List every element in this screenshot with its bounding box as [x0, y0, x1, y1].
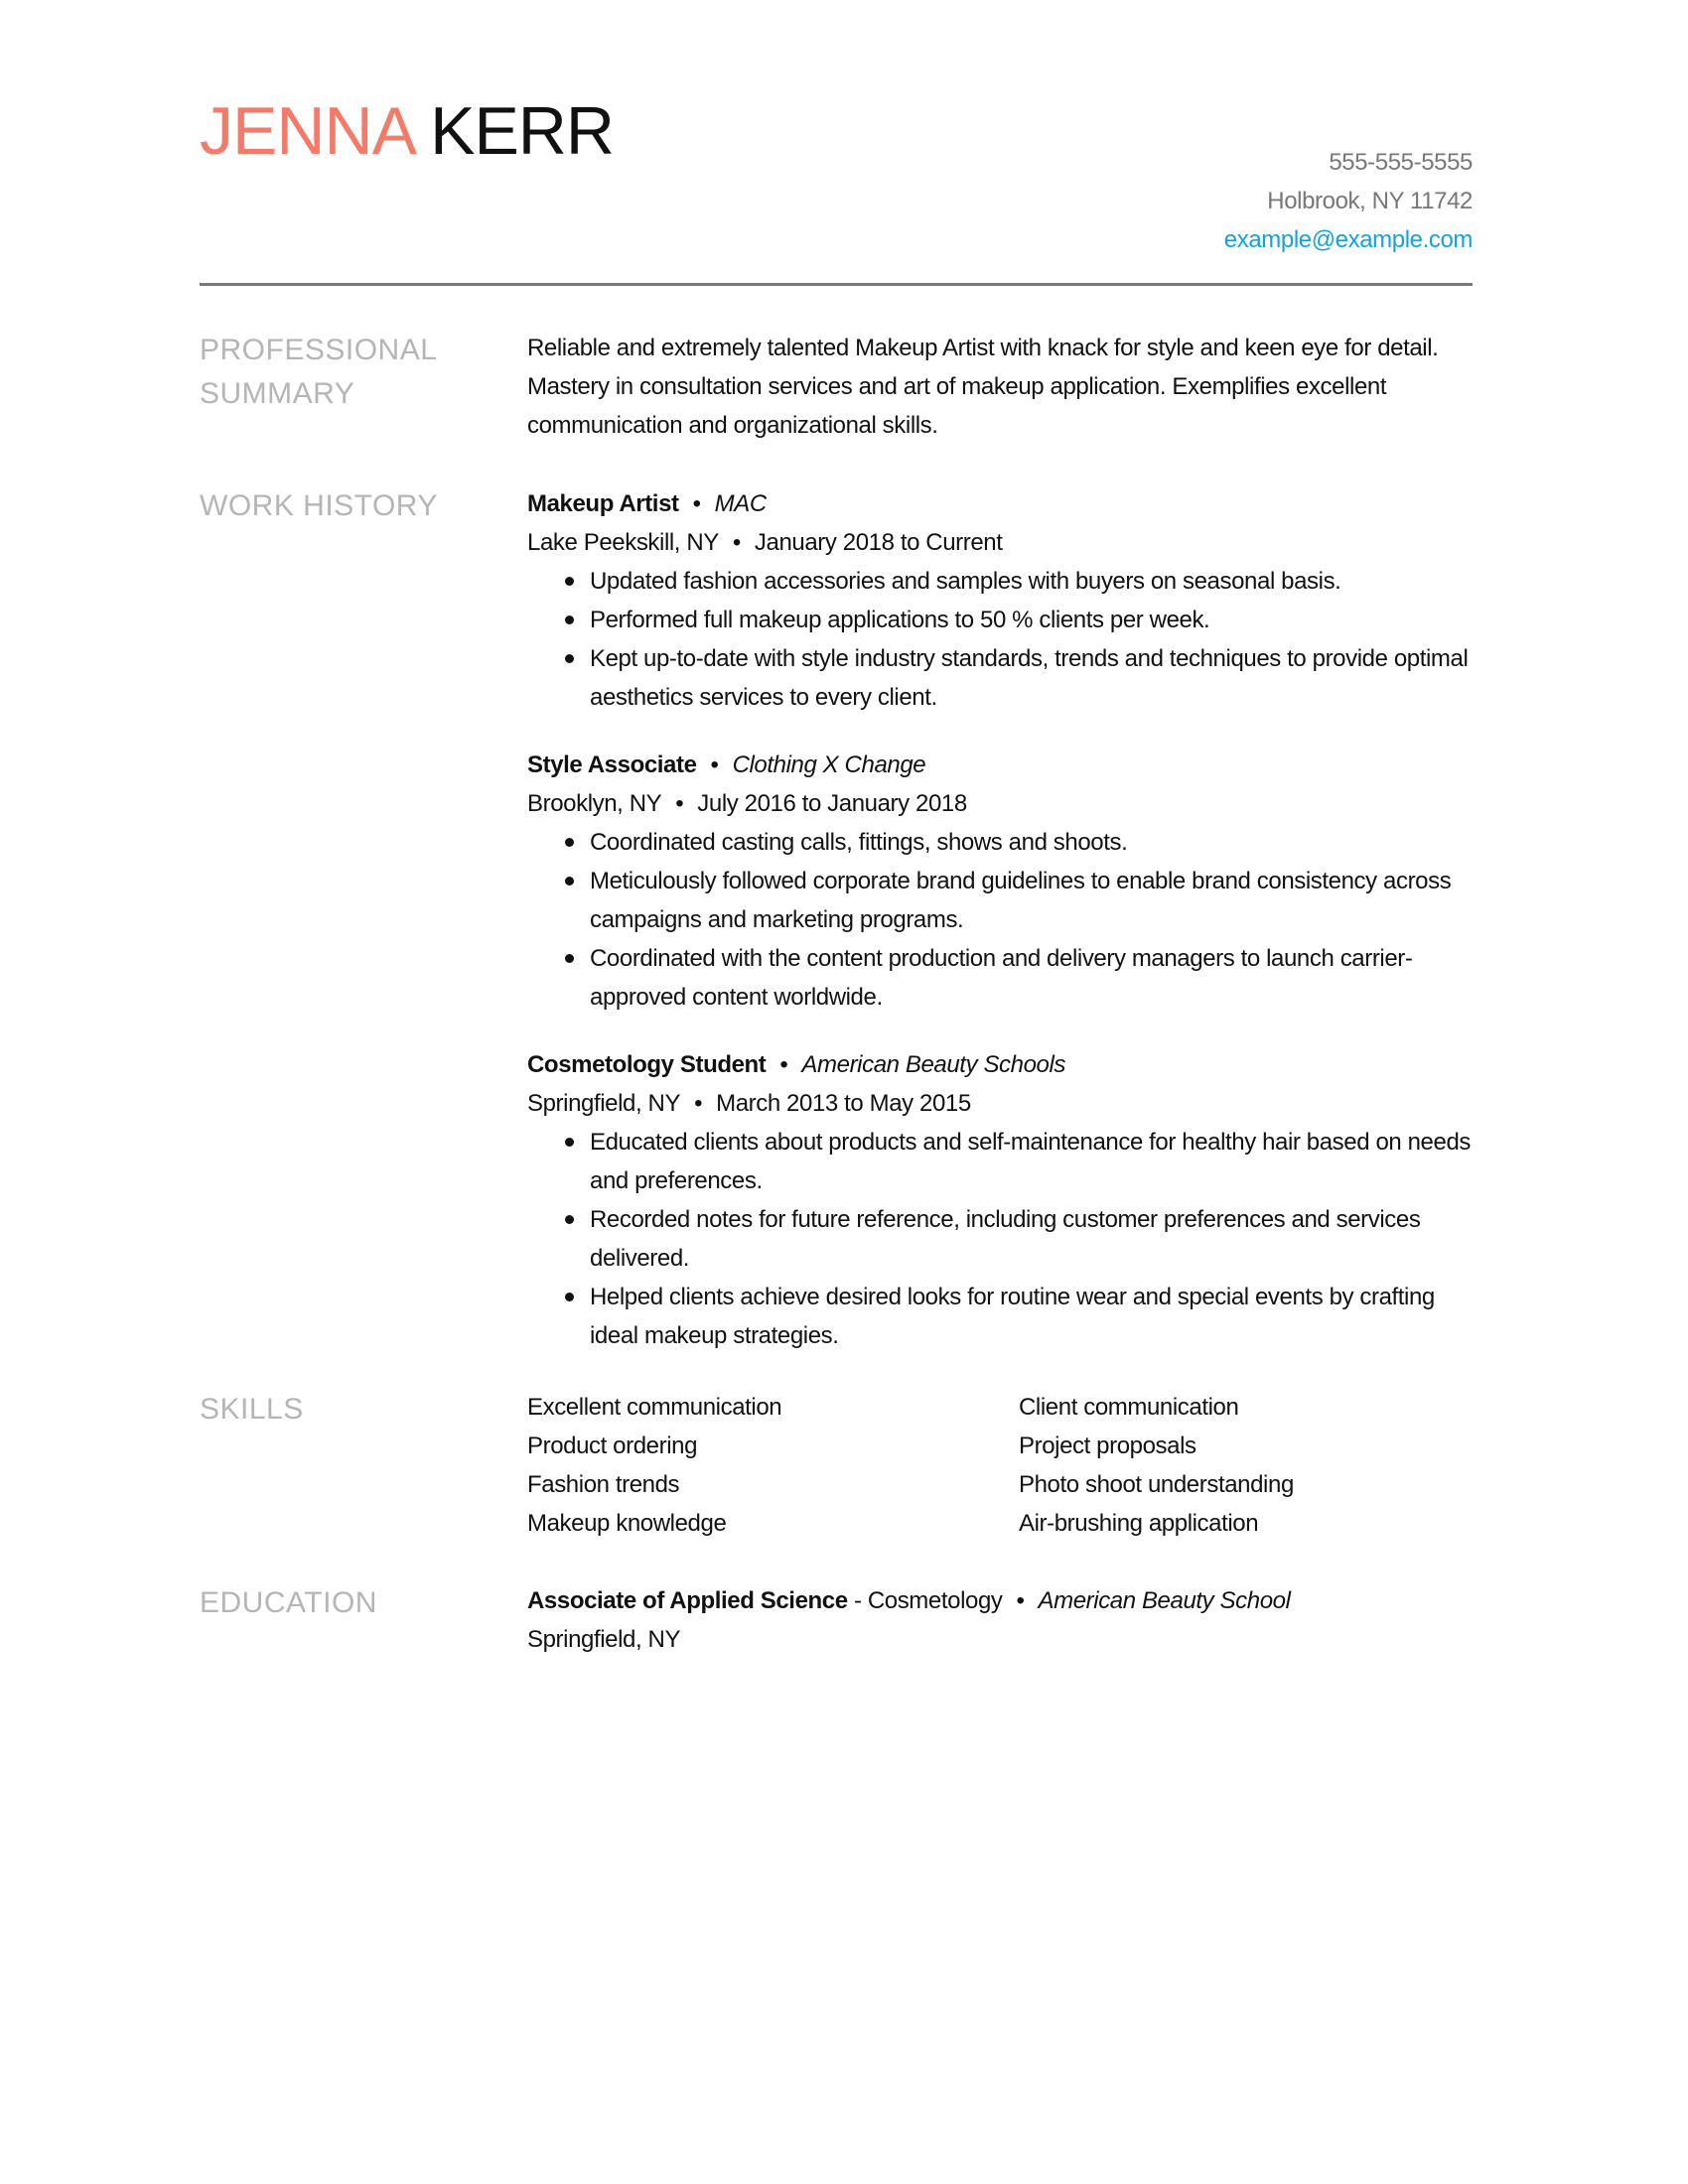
job-meta — [527, 523, 1473, 562]
bullet-item: Kept up-to-date with style industry standards, trends and techniques to provide optimal aesthetics services to every client. — [590, 639, 1473, 717]
skill-item: Makeup knowledge — [527, 1510, 727, 1537]
bullet-item: Meticulously followed corporate brand guidelines to enable brand consistency across campaigns and marketing programs. — [590, 862, 1473, 939]
skill-item: Client communication — [1019, 1394, 1239, 1421]
phone: 555-555-5555 — [1329, 149, 1473, 176]
field: - Cosmetology — [853, 1587, 1003, 1614]
skill-item: Fashion trends — [527, 1471, 680, 1498]
job-role: Cosmetology Student — [527, 1051, 767, 1078]
bullet-item: Educated clients about products and self-maintenance for healthy hair based on needs and preferences. — [590, 1123, 1473, 1200]
job-location: Springfield, NY — [527, 1090, 681, 1117]
separator: • — [710, 751, 719, 778]
job-role: Makeup Artist — [527, 490, 679, 517]
first-name: JENNA — [200, 93, 413, 169]
job-role: Style Associate — [527, 751, 697, 778]
job-entry — [527, 1045, 1473, 1355]
skill-item: Excellent communication — [527, 1394, 782, 1421]
header-divider — [200, 283, 1473, 286]
job-dates: January 2018 to Current — [754, 529, 1003, 556]
section-title: WORK HISTORY — [200, 489, 438, 522]
separator: • — [1016, 1587, 1025, 1614]
skill-item: Photo shoot understanding — [1019, 1471, 1294, 1498]
last-name: KERR — [430, 93, 615, 169]
job-entry — [527, 746, 1473, 1017]
education-entry — [527, 1581, 1473, 1659]
job-header — [527, 1045, 1473, 1084]
separator: • — [692, 490, 701, 517]
job-meta — [527, 784, 1473, 823]
school: American Beauty School — [1038, 1587, 1291, 1614]
location: Holbrook, NY 11742 — [1267, 188, 1473, 214]
job-company: American Beauty Schools — [801, 1051, 1066, 1078]
email-link[interactable]: example@example.com — [1223, 226, 1473, 253]
bullet-item: Performed full makeup applications to 50 % clients per week. — [590, 601, 1473, 639]
separator: • — [694, 1090, 703, 1117]
job-header — [527, 484, 1473, 523]
bullet-item: Recorded notes for future reference, including customer preferences and services delivered. — [590, 1200, 1473, 1278]
skill-item: Product ordering — [527, 1433, 698, 1459]
separator: • — [675, 790, 684, 817]
skill-item: Project proposals — [1019, 1433, 1196, 1459]
job-list — [527, 484, 1473, 1384]
section-title: PROFESSIONAL SUMMARY — [200, 334, 437, 410]
bullet-item: Helped clients achieve desired looks for routine wear and special events by crafting ideal makeup strategies. — [590, 1278, 1473, 1355]
job-dates: March 2013 to May 2015 — [716, 1090, 971, 1117]
job-location: Brooklyn, NY — [527, 790, 662, 817]
job-bullets — [527, 823, 1473, 1017]
job-entry — [527, 484, 1473, 717]
contact-info — [1224, 143, 1473, 259]
section-title: SKILLS — [200, 1393, 304, 1426]
job-dates: July 2016 to January 2018 — [697, 790, 967, 817]
separator: • — [732, 529, 741, 556]
bullet-item: Coordinated with the content production and delivery managers to launch carrier-approved content worldwide. — [590, 939, 1473, 1017]
summary-text: Reliable and extremely talented Makeup Artist with knack for style and keen eye for detail. Mastery in consultation services and art of makeup application. Exemplifies excellent communication and organizational skills. — [527, 335, 1439, 439]
candidate-name — [200, 93, 615, 169]
skills-list — [527, 1388, 1473, 1543]
degree: Associate of Applied Science — [527, 1587, 848, 1614]
job-bullets — [527, 1123, 1473, 1355]
bullet-item: Updated fashion accessories and samples with buyers on seasonal basis. — [590, 562, 1473, 601]
job-company: MAC — [714, 490, 767, 517]
skill-item: Air-brushing application — [1019, 1510, 1259, 1537]
job-bullets — [527, 562, 1473, 717]
bullet-item: Coordinated casting calls, fittings, shows and shoots. — [590, 823, 1473, 862]
job-meta — [527, 1084, 1473, 1123]
job-company: Clothing X Change — [732, 751, 926, 778]
job-header — [527, 746, 1473, 784]
separator: • — [779, 1051, 788, 1078]
job-location: Lake Peekskill, NY — [527, 529, 719, 556]
section-title: EDUCATION — [200, 1586, 377, 1619]
education-location: Springfield, NY — [527, 1626, 681, 1653]
